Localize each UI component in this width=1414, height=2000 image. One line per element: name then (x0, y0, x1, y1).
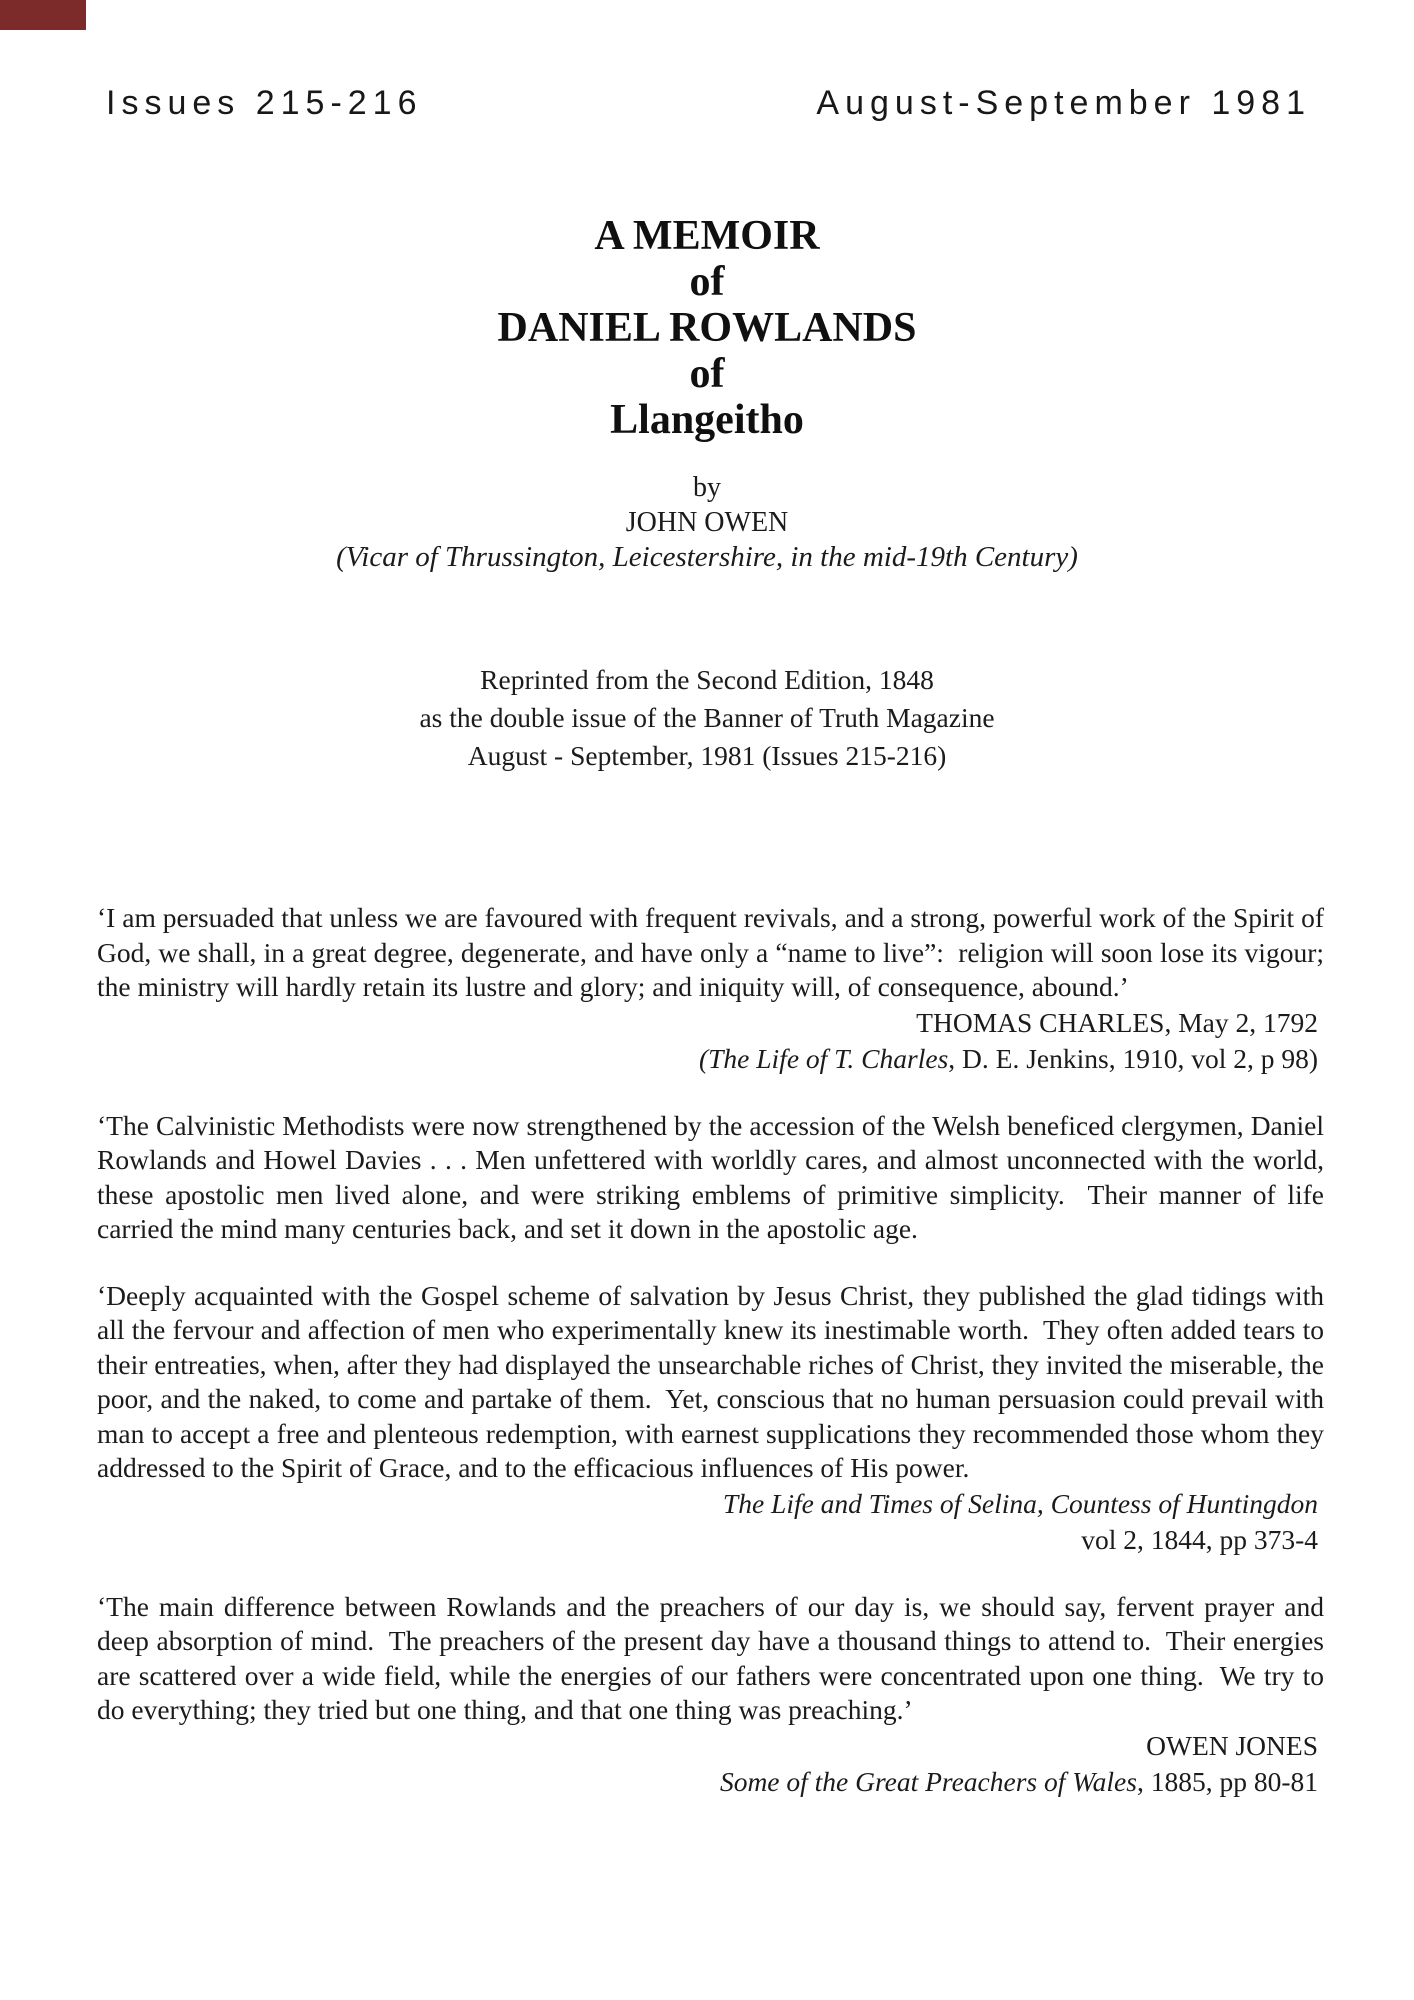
quote-paragraph: ‘I am persuaded that unless we are favoured with frequent revivals, and a strong, powerful work of the Spirit of God, we shall, in a great degree, degenerate, and have only a “name to live”: religion will soon lose its vigour; the ministry will hardly retain its lustre and glory; and iniquity will, of consequence, abound.’ (97, 902, 1331, 1002)
quote-paragraph: ‘The Calvinistic Methodists were now strengthened by the accession of the Welsh beneficed clergymen, Daniel Rowlands and Howel Davies . . . Men unfettered with worldly cares, and almost unconnected with the world, these apostolic men lived alone, and were striking emblems of primitive simplicity. Their manner of life carried the mind many centuries back, and set it down in the apostolic age. (97, 1109, 1331, 1244)
attribution-line (97, 1005, 1318, 1041)
author-name: JOHN OWEN (625, 507, 789, 538)
attribution-text: vol 2, 1844, pp 373-4 (1081, 1523, 1318, 1555)
title-line: of (689, 259, 725, 305)
title-line: DANIEL ROWLANDS (497, 305, 917, 351)
reprint-line: August - September, 1981 (Issues 215-216) (467, 740, 947, 771)
attribution-line (97, 1486, 1318, 1522)
quotation-block (97, 1109, 1331, 1247)
page-header (0, 0, 1414, 120)
attribution-line (97, 1041, 1318, 1077)
quote-paragraph: ‘Deeply acquainted with the Gospel scheme of salvation by Jesus Christ, they published the glad tidings with all the fervour and affection of men who experimentally knew its inestimable worth. They often added tears to their entreaties, when, after they had displayed the unsearchable riches of Christ, they invited the miserable, the poor, and the naked, to come and partake of them. Yet, conscious that no human persuasion could prevail with man to accept a free and plenteous redemption, with earnest supplications they recommended those whom they addressed to the Spirit of Grace, and to the efficacious influences of His power. (97, 1279, 1331, 1483)
attribution-source-title: (The Life of T. Charles (698, 1042, 949, 1074)
title-line: Llangeitho (610, 397, 804, 443)
reprint-note (0, 661, 1414, 775)
attribution-text: THOMAS CHARLES, May 2, 1792 (916, 1006, 1318, 1038)
reprint-line: Reprinted from the Second Edition, 1848 (480, 664, 934, 695)
quote-paragraph: ‘The main difference between Rowlands and the preachers of our day is, we should say, fervent prayer and deep absorption of mind. The preachers of the present day have a thousand things to attend to. Their energies are scattered over a wide field, while the energies of our fathers were concentrated upon one thing. We try to do everything; they tried but one thing, and that one thing was preaching.’ (97, 1590, 1331, 1725)
attribution-source-title: Some of the Great Preachers of Wales (719, 1765, 1137, 1797)
scan-artifact-bar (0, 0, 86, 30)
attribution-line (97, 1728, 1318, 1764)
quotation-block (97, 1279, 1331, 1558)
document-title (0, 213, 1414, 443)
quote-attribution (97, 1728, 1324, 1800)
attribution-text: , 1885, pp 80-81 (1136, 1765, 1318, 1797)
byline (0, 470, 1414, 575)
issue-date: August-September 1981 (816, 84, 1311, 122)
title-line: A MEMOIR (594, 213, 820, 259)
author-role: (Vicar of Thrussington, Leicestershire, in the mid-19th Century) (336, 541, 1078, 573)
attribution-text: OWEN JONES (1146, 1729, 1318, 1761)
attribution-text: , D. E. Jenkins, 1910, vol 2, p 98) (948, 1042, 1318, 1074)
byline-by: by (693, 472, 721, 503)
quote-attribution (97, 1005, 1324, 1077)
attribution-source-title: The Life and Times of Selina, Countess of Huntingdon (722, 1487, 1318, 1519)
issue-number: Issues 215-216 (106, 84, 423, 122)
quotation-block (97, 901, 1331, 1077)
attribution-line (97, 1522, 1318, 1558)
title-line: of (689, 351, 725, 397)
attribution-line (97, 1764, 1318, 1800)
quotation-block (97, 1590, 1331, 1800)
reprint-line: as the double issue of the Banner of Truth Magazine (419, 702, 995, 733)
quote-attribution (97, 1486, 1324, 1558)
quotations-section (0, 901, 1414, 1800)
